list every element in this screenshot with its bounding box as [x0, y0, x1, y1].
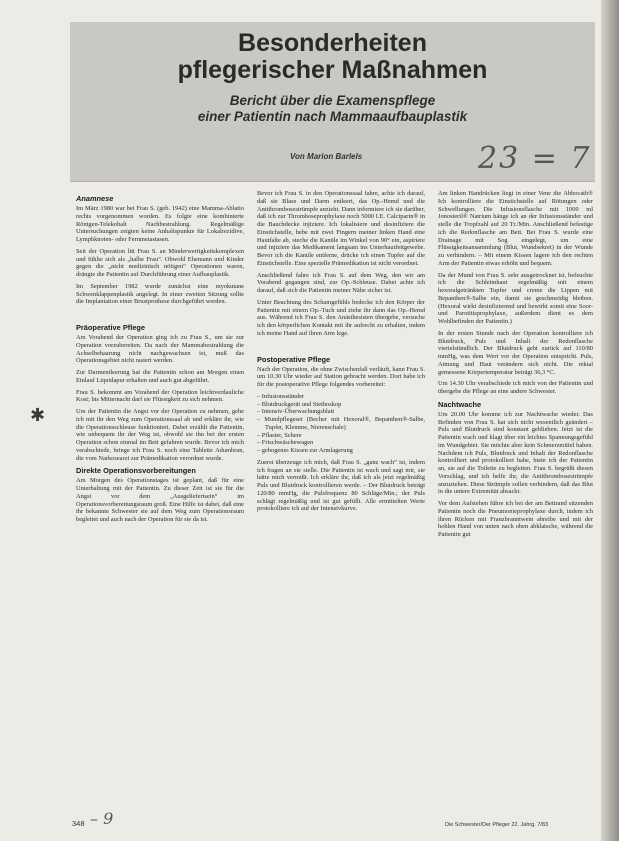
heading-postoperative-pflege: Postoperative Pflege: [257, 354, 331, 364]
paragraph: Um der Patientin die Angst vor der Operation zu nehmen, gehe ich mit ihr den Weg zum Operationssaal ab und erkläre ihr, wie die Operationsschleuse funktioniert. Dabei erzählt die Patientin, wie unbequem ihr der Weg ist, obwohl sie ihn bei der ersten Operation schon einmal im Bett gefahren wurde. Bevor ich mich verabschiede, bringe ich Frau S. noch eine Tablette Adumbran, die vom Narkosearzt zur Prämedikation verordnet wurde.: [76, 408, 244, 462]
paragraph: Da der Mund von Frau S. sehr ausgetrocknet ist, befeuchte ich die Schleimhaut regelmäßig mit einem hexoralgetränkten Tupfer und creme die Lippen mit Bepanthen®-Salbe ein, damit sie geschmeidig bleiben. (Hexoral wirkt desinfizierend und bewirkt somit eine Soor- und Parotitisprophylaxe, außerdem dient es dem Wohlbefinden der Patientin.): [438, 271, 593, 325]
equipment-list: [257, 393, 425, 455]
heading-anamnese: Anamnese: [76, 194, 114, 203]
column-left: [76, 190, 244, 817]
paragraph: In der ersten Stunde nach der Operation kontrolliere ich Blutdruck, Puls und Inhalt der Redonflasche viertelstündlich. Der Blutdruck geht zurück auf 110/80 mmHg, was dem Wert vor der Operation entspricht. Puls, Atmung und Haut verändern sich nicht. Die rektal gemessene Körpertemperatur beträgt 36,3 °C.: [438, 329, 593, 376]
paragraph: Zuerst überzeuge ich mich, daß Frau S. „ganz wach“ ist, indem ich fragen an sie stelle. Die Patientin ist wach und sagt mir, sie hätte mich vermißt. Ich erkläre ihr, daß ich als jetzt regelmäßig Puls und Blutdruck kontrollieren werde. – Der Blutdruck beträgt 120/80 mmHg, die Pulsfrequenz 80 Schläge/Min.; der Puls schlägt regelmäßig und ist gut gefüllt. Alle ermittelten Werte protokolliere ich auf der Intensivkurve.: [257, 458, 425, 513]
list-item: – Blutdruckgerät und Stethoskop: [257, 400, 342, 408]
paragraph: Unter Beachtung des Schamgefühls bedecke ich den Körper der Patientin mit einem Op.-Tuch und ziehe ihr dann das Op.-Hemd aus. Während ich Frau S. den Anästhesisten übergebe, versuche ich den körperlichen Kontakt mit ihr aufrecht zu erhalten, indem ich meine Hand auf ihren Arm lege.: [257, 298, 425, 337]
paragraph: Am Morgen des Operationstages ist geplant, daß für eine Unterhaltung mit der Patientin. Zu dieser Zeit ist sie für die Angst vor dem „Ausgeliefertsein“ im Operationsvorbereitungsraum groß. Eine Hilfe ist dabei, daß eine ihr bekannte Schwester sie auf dem Weg zum Operationsraum begleitet und auch nach der Operation für sie da ist.: [76, 477, 244, 523]
list-item: – gebogenes Kissen zur Armlagerung: [257, 447, 353, 454]
paragraph: Frau S. bekommt am Vorabend der Operation leichtverdauliche Kost; bis Mitternacht darf sie Flüssigkeit zu sich nehmen.: [76, 388, 244, 404]
page-edge-shadow: [601, 0, 619, 841]
page-number: 348: [72, 819, 85, 828]
handwritten-note: 23 = 7: [478, 141, 592, 176]
paragraph: Zur Darmentleerung hat die Patientin schon am Morgen einen Einlauf Liquidapur erhalten und auch gut abgeführt.: [76, 369, 244, 384]
paragraph: Um 14.30 Uhr verabschiede ich mich von der Patientin und übergebe die Pflege an eine andere Schwester.: [438, 380, 593, 395]
list-item: – Mundpflegeset (Becher mit Hexoral®, Bepanthen®-Salbe, Tupfer, Klemme, Nierenschale): [257, 416, 425, 431]
paragraph: Am linken Handrücken liegt in einer Vene die Abbocath® Ich kontrolliere die Einstichstelle auf Rötungen oder Schwellungen. Die Infusionsflasche mit 1000 ml Jonosteril® Natrium hänge ich an der Infusionsständer und stelle die Tropfzahl auf 20 Tr./Min. Anschließend befestige ich die Redonflasche am Bett. Bei Frau S. wurde eine Drainage mit Sog eingelegt, um eine Flüssigkeitsansammlung (Blut, Wundsekret) in der Wunde zu verhindern. – Mit einem Kissen lagere ich den rechten Arm der Patientin etwas erhöht und bequem.: [438, 190, 593, 267]
title-line-1: Besonderheiten: [238, 29, 427, 57]
list-item: – Frischwäschewagen: [257, 439, 314, 447]
heading-praeoperative-pflege: Präoperative Pflege: [76, 323, 146, 332]
footer-source: Die Schwester/Der Pfleger 22. Jahrg. 7/83: [445, 822, 549, 828]
author-byline: Von Marion Barlels: [290, 152, 363, 161]
list-item: – Infusionsständer: [257, 392, 305, 400]
paragraph: Seit der Operation litt Frau S. an Minderwertigkeitskomplexen und fühlte sich als „halbe Frau“. Obwohl Ehemann und Kinder gegen die „nicht medizinisch nötigen“ Operationen waren, drängte die Patientin auf Durchführung einer Aufbauplastik.: [76, 247, 244, 278]
article-subtitle: [70, 93, 595, 125]
paragraph: Im September 1982 wurde zunächst eine myokutane Schwenklappenplastik angelegt. In einer zweiten Sitzung sollte die Implantation einer Brustprothese durchgeführt werden.: [76, 282, 244, 306]
margin-mark: ✱: [30, 405, 46, 425]
list-item: – Intensiv-Überwachungsblatt: [257, 408, 335, 416]
paragraph: Anschließend fahre ich Frau S. auf dem Weg, den wir am Vorabend gegangen sind, zur Op.-Schleuse. Dabei achte ich darauf, daß sich die Patientin meiner Nähe sicher ist.: [257, 271, 425, 294]
column-middle: [257, 190, 425, 817]
paragraph: Vor dem Aufstehen führe ich bei der am Bettrand sitzenden Patientin noch die Pneumonieprophylaxe durch, indem ich ihren Rücken mit Franzbranntwein abreibe und mit der hohlen Hand von unten nach oben abklatsche, während die Patientin gut: [438, 500, 593, 538]
paragraph: Bevor ich Frau S. in den Operationssaal fahre, achte ich darauf, daß sie Blase und Darm entleert, das Op.-Hemd und die Antithrombosestrümpfe anzieht. Dann informiere ich sie darüber, daß ich zur Thromboseprophylaxe noch 5000 I.E. Calciparin® in die Bauchdecke injiziere. Ich lokalisiere und desinfiziere die Einstichstelle, hebe mit zwei Fingern meiner linken Hand eine Hautfalte ab, steche die Kanüle im Winkel von 90° ein, aspiriere und injiziere das Medikament langsam ins Unterhautfettgewebe. Bevor ich die Kanüle entferne, drücke ich einen Tupfer auf die Einstichstelle. Eine spezielle Prämedikation ist nicht verordnet.: [257, 190, 425, 267]
title-line-2: pflegerischer Maßnahmen: [177, 56, 488, 84]
subtitle-line-2: einer Patientin nach Mammaaufbauplastik: [197, 109, 468, 124]
paragraph: Nach der Operation, die ohne Zwischenfall verläuft, kann Frau S. um 10.30 Uhr wieder auf Station gebracht werden. Dort habe ich für die postoperative Pflege folgendes vorbereitet:: [257, 365, 425, 388]
heading-direkte-operationsvorbereitungen: Direkte Operationsvorbereitungen: [76, 466, 196, 476]
article-title: [70, 30, 595, 84]
subtitle-line-1: Bericht über die Examenspflege: [229, 93, 436, 108]
paragraph: Am Vorabend der Operation ging ich zu Frau S., um sie zur Operation vorzubereiten. Da nach der Mammabestrahlung die Achselbehaarung nicht nachgewachsen ist, muß das Operationsgebiet nicht rasiert werden.: [76, 334, 244, 365]
column-right: [438, 190, 593, 817]
paragraph: Im März 1980 war bei Frau S. (geb. 1942) eine Mamma-Ablatio rechts vorgenommen worden. Es folgte eine kombinierte Röntgen-Telekobalt Nachbestrahlung. Regelmäßige Untersuchungen zeigten keine Anhaltspunkte für Lokalrezidive, Lymphknoten- oder Fernmetastasen.: [76, 205, 244, 243]
list-item: – Pflaster, Schere: [257, 431, 302, 439]
handwritten-page-number: – 9: [90, 809, 114, 828]
heading-nachtwache: Nachtwache: [438, 399, 482, 409]
paragraph: Um 20.00 Uhr komme ich zur Nachtwache wieder. Das Befinden von Frau S. hat sich nicht wesentlich geändert – Puls und Blutdruck sind konstant geblieben. Jetzt ist die Patientin wach und klagt über ein leichtes Spannungsgefühl im Wundgebiet. Sie möchte aber kein Schmerzmittel haben. Nachdem ich Puls, Blutdruck und Inhalt der Redonflasche kontrolliert und protokolliert habe, biete ich der Patientin an, sie auf die Toilette zu begleiten. Frau S. begrüßt diesen Vorschlag, und ich helfe ihr, die Antithrombosestrümpfe anzuziehen. Diese Strümpfe sollen verhindern, daß das Blut in die untere Extremität absackt.: [438, 410, 593, 496]
